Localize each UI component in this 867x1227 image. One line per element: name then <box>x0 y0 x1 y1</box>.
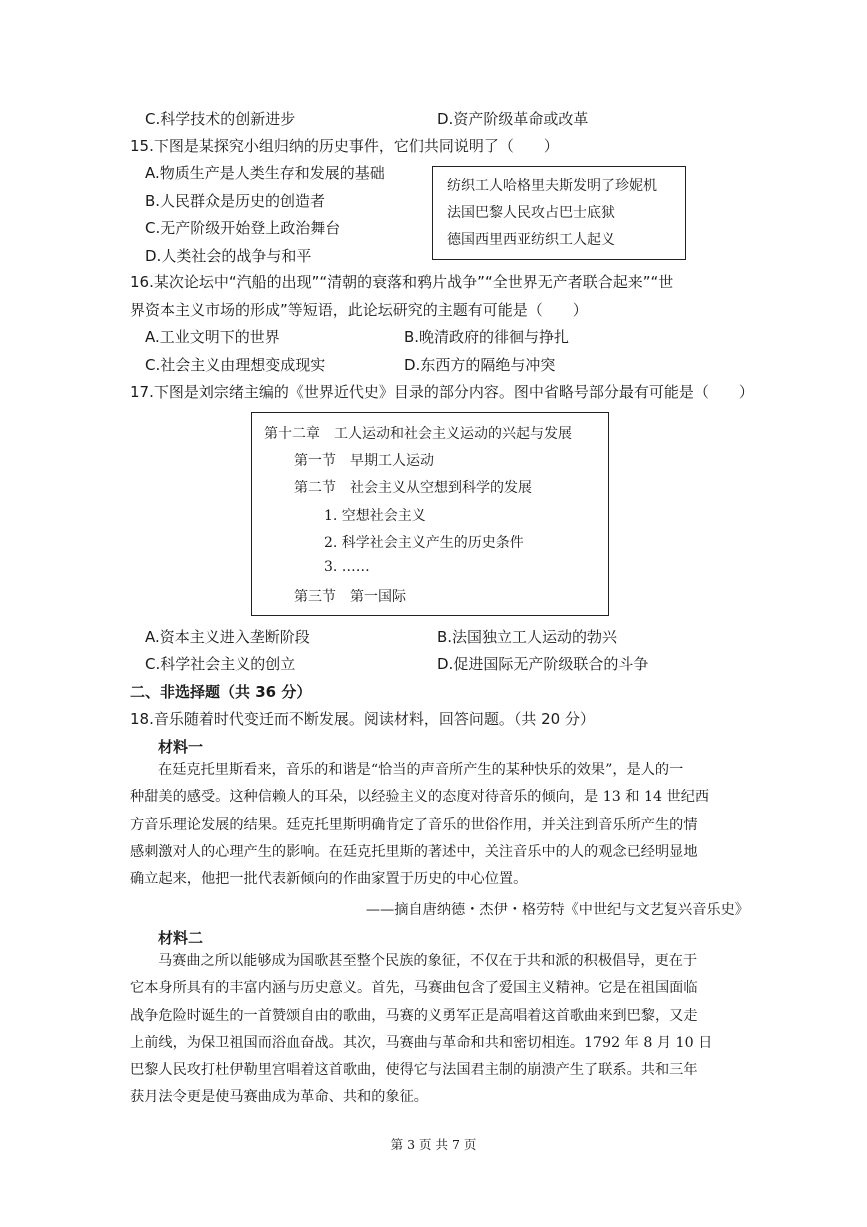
material-1-line: 方音乐理论发展的结果。廷克托里斯明确肯定了音乐的世俗作用，并关注到音乐所产生的情 <box>130 816 698 833</box>
q16-stem-line2: 界资本主义市场的形成”等短语，此论坛研究的主题有可能是（ ） <box>130 301 588 319</box>
q18-material-1-source: ——摘自唐纳德・杰伊・格劳特《中世纪与文艺复兴音乐史》 <box>365 902 749 918</box>
q17-contents-box <box>251 412 609 616</box>
q17-item-3: 3. …… <box>324 559 370 575</box>
material-2-line: 上前线，为保卫祖国而浴血奋战。其次，马赛曲与革命和共和密切相连。1792 年 8 月 10 日 <box>130 1034 713 1051</box>
q17-option-d: D.促进国际无产阶级联合的斗争 <box>437 655 649 673</box>
q16-option-d: D.东西方的隔绝与冲突 <box>404 356 556 374</box>
q15-event-3: 德国西里西亚纺织工人起义 <box>447 232 615 248</box>
material-1-line: 确立起来，他把一批代表新倾向的作曲家置于历史的中心位置。 <box>130 871 528 888</box>
q17-chapter: 第十二章 工人运动和社会主义运动的兴起与发展 <box>264 426 572 442</box>
q15-option-d: D.人类社会的战争与和平 <box>145 247 312 265</box>
material-1-line: 种甜美的感受。这种信赖人的耳朵，以经验主义的态度对待音乐的倾向，是 13 和 14 世纪西 <box>130 789 710 806</box>
q14-option-d: D.资产阶级革命或改革 <box>437 110 589 128</box>
material-2-line: 马赛曲之所以能够成为国歌甚至整个民族的象征，不仅在于共和派的积极倡导，更在于 <box>158 953 698 969</box>
q17-item-2: 2. 科学社会主义产生的历史条件 <box>324 535 524 551</box>
q17-option-a: A.资本主义进入垄断阶段 <box>145 628 310 646</box>
q16-option-b: B.晚清政府的徘徊与挣扎 <box>404 328 570 346</box>
q18-material-1-text <box>130 757 745 893</box>
q15-option-c: C.无产阶级开始登上政治舞台 <box>145 219 341 237</box>
q17-option-b: B.法国独立工人运动的勃兴 <box>437 628 618 646</box>
q16-option-c: C.社会主义由理想变成现实 <box>145 356 326 374</box>
page-footer: 第 3 页 共 7 页 <box>390 1137 477 1152</box>
q18-material-1-title: 材料一 <box>158 738 204 756</box>
material-2-line: 获月法令更是使马赛曲成为革命、共和的象征。 <box>130 1089 428 1106</box>
q17-section-3: 第三节 第一国际 <box>294 589 406 605</box>
q15-events-box <box>432 166 686 260</box>
q14-option-c: C.科学技术的创新进步 <box>145 110 296 128</box>
material-2-line: 它本身所具有的丰富内涵与历史意义。首先，马赛曲包含了爱国主义精神。它是在祖国面临 <box>130 980 698 997</box>
q18-material-2-title: 材料二 <box>158 929 204 947</box>
section-2-title: 二、非选择题（共 36 分） <box>130 683 312 701</box>
q16-stem-line1: 16.某次论坛中“汽船的出现”“清朝的衰落和鸦片战争”“全世界无产者联合起来”“世 <box>130 273 674 291</box>
q15-event-2: 法国巴黎人民攻占巴士底狱 <box>447 205 615 221</box>
q15-stem: 15.下图是某探究小组归纳的历史事件，它们共同说明了（ ） <box>130 137 559 155</box>
q18-material-2-text <box>130 948 745 1112</box>
q15-event-1: 纺织工人哈格里夫斯发明了珍妮机 <box>447 178 657 194</box>
q16-option-a: A.工业文明下的世界 <box>145 328 280 346</box>
q18-stem: 18.音乐随着时代变迁而不断发展。阅读材料，回答问题。（共 20 分） <box>130 710 595 728</box>
material-1-line: 在廷克托里斯看来，音乐的和谐是“恰当的声音所产生的某种快乐的效果”，是人的一 <box>158 762 684 778</box>
q17-item-1: 1. 空想社会主义 <box>324 508 426 524</box>
q17-section-1: 第一节 早期工人运动 <box>294 453 434 469</box>
material-2-line: 战争危险时诞生的一首赞颂自由的歌曲，马赛的义勇军正是高唱着这首歌曲来到巴黎，又走 <box>130 1007 698 1024</box>
q17-option-c: C.科学社会主义的创立 <box>145 655 296 673</box>
material-2-line: 巴黎人民攻打杜伊勒里宫唱着这首歌曲，使得它与法国君主制的崩溃产生了联系。共和三年 <box>130 1062 698 1079</box>
material-1-line: 感刺激对人的心理产生的影响。在廷克托里斯的著述中，关注音乐中的人的观念已经明显地 <box>130 843 698 860</box>
q15-option-b: B.人民群众是历史的创造者 <box>145 192 326 210</box>
q17-stem: 17.下图是刘宗绪主编的《世界近代史》目录的部分内容。图中省略号部分最有可能是（ ） <box>130 383 754 401</box>
q17-section-2: 第二节 社会主义从空想到科学的发展 <box>294 480 532 496</box>
q15-option-a: A.物质生产是人类生存和发展的基础 <box>145 164 385 182</box>
